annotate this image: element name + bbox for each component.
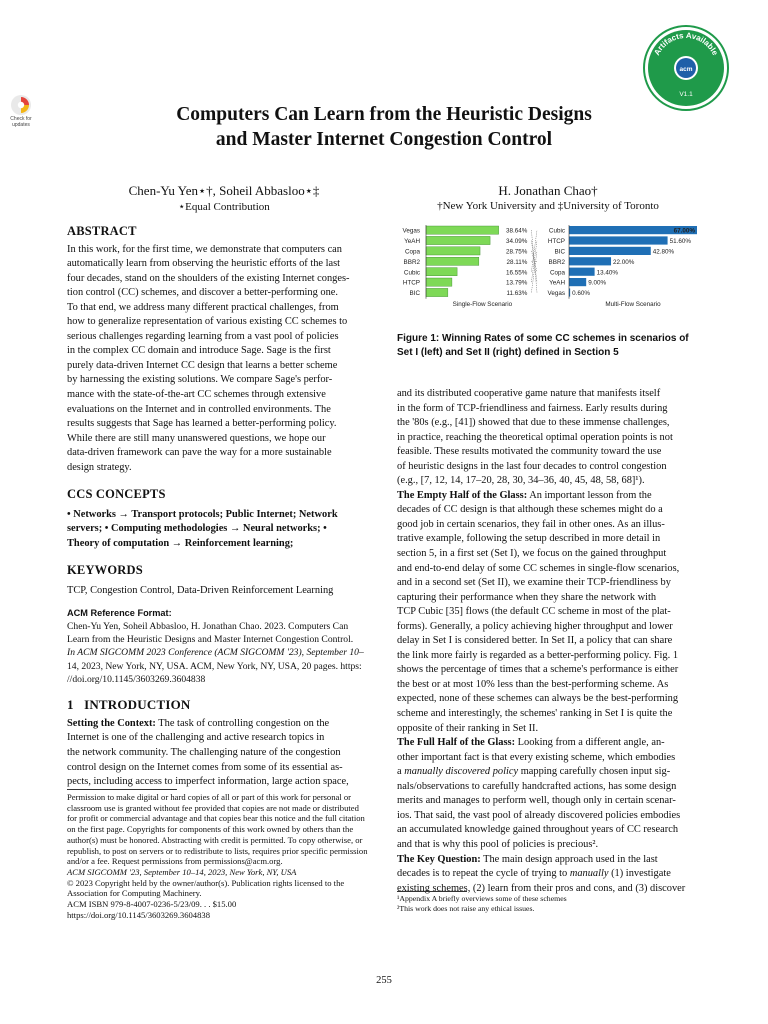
permission-line: Permission to make digital or hard copies of all or part of this work for personal or: [67, 792, 352, 802]
single-flow-data-label: 34.09%: [506, 238, 528, 246]
acm-ref-line-2: Learn from the Heuristic Designs and Master Internet Congestion Control.: [67, 634, 354, 646]
right-p1-line: in practice, reaching the theoretical optimal operation points is not: [397, 431, 673, 443]
acm-ref-line-4: 14, 2023, New York, NY, USA. ACM, New York, NY, USA, 20 pages. https:: [67, 660, 362, 672]
intro-first-line: The task of controlling congestion on the: [155, 717, 330, 729]
single-flow-bar: [426, 236, 490, 244]
full-half-first: Looking from a different angle, an-: [515, 737, 665, 749]
check-updates-line2: updates: [12, 122, 30, 128]
single-flow-bar: [426, 288, 448, 296]
permission-line: on the first page. Copyrights for components of this work owned by others than the: [67, 824, 354, 835]
badge-center-text: acm: [679, 66, 693, 73]
right-p1-line: (e.g., [7, 12, 14, 17–20, 28, 30, 34–36, 40, 45, 48, 58, 68]¹).: [397, 475, 645, 487]
single-flow-title: Single-Flow Scenario: [452, 300, 513, 308]
permission-block: [67, 792, 387, 920]
keywords-heading: KEYWORDS: [67, 563, 143, 578]
footnotes: [397, 894, 702, 913]
multi-flow-bar: [569, 278, 586, 286]
single-flow-bar: [426, 268, 457, 276]
ccs-concepts: [67, 508, 371, 552]
empty-half-line: decades of CC design is that although these schemes might do a: [397, 504, 663, 516]
permission-rule: [67, 789, 177, 790]
full-half-line: an accumulated knowledge gained throughout years of CC research: [397, 824, 679, 836]
right-column: [397, 387, 702, 896]
abstract-line: purely data-driven Internet CC design that learns a better scheme: [67, 359, 338, 371]
abstract-line: While there are still many unanswered questions, we hope our: [67, 432, 326, 444]
empty-half-paragraph: [397, 489, 702, 736]
permission-line: ACM ISBN 979-8-4007-0236-5/23/09. . . $15.00: [67, 899, 237, 910]
key-question-first: The main design approach used in the last: [480, 853, 658, 865]
key-q-l2b: (1) investigate: [608, 868, 671, 880]
empty-half-line: the link more fairly is regarded as a better-performing policy. Fig. 1: [397, 649, 679, 661]
single-flow-bar: [426, 226, 499, 234]
multi-flow-category-label: Vegas: [547, 290, 565, 298]
permission-line: ACM SIGCOMM '23, September 10–14, 2023, New York, NY, USA: [67, 866, 297, 877]
acm-ref-heading: ACM Reference Format:: [67, 607, 172, 618]
full-half-line-2: other important fact is that every existing scheme, which embodies: [397, 751, 676, 763]
single-flow-category-label: HTCP: [402, 279, 420, 287]
multi-flow-data-label: 9.00%: [588, 279, 607, 287]
figure-1-caption: [397, 332, 713, 360]
paper-title: [90, 102, 678, 152]
single-flow-bar: [426, 278, 452, 286]
single-flow-category-label: BIC: [409, 290, 420, 298]
authors-left: [64, 183, 384, 213]
multi-flow-category-label: BBR2: [548, 258, 565, 266]
permission-line: author(s) must be honored. Abstracting with credit is permitted. To copy otherwise, or: [67, 834, 363, 845]
single-flow-data-label: 28.75%: [506, 248, 528, 256]
abstract-line: automatically learn from observing the heuristic efforts of the last: [67, 258, 341, 270]
check-for-updates-link[interactable]: [5, 94, 37, 128]
abstract-line: data-driven framework can pave the way for a more sustainable: [67, 447, 332, 459]
full-half-paragraph: [397, 736, 702, 852]
intro-paragraph: [67, 717, 371, 790]
intro-heading-text: INTRODUCTION: [84, 697, 191, 713]
empty-half-line: delay in Set I is considered better. In Set II, a policy that can share: [397, 635, 673, 647]
empty-half-line: expected, none of these schemes can always be the best-performing: [397, 693, 679, 705]
equal-contribution-note: ⋆Equal Contribution: [178, 201, 270, 213]
multi-flow-data-label: 13.40%: [596, 269, 618, 277]
empty-half-line: shows the percentage of times that a scheme's performance is either: [397, 664, 679, 676]
multi-flow-bar: [569, 247, 651, 255]
acm-reference: [67, 607, 371, 687]
full-half-line: nals/observations to carefully handcrafted actions, has some design: [397, 780, 677, 792]
empty-half-line: section 5, in a first set (Set I), we focus on the gained throughput: [397, 548, 667, 560]
abstract-line: how to generalize representation of various existing CC schemes to: [67, 316, 348, 328]
key-question-line-3: existing schemes, (2) learn from their pros and cons, and (3) discover: [397, 882, 686, 894]
intro-runin: Setting the Context:: [67, 717, 156, 729]
check-updates-icon: [10, 94, 32, 116]
single-flow-data-label: 13.79%: [506, 279, 528, 287]
permission-line: classroom use is granted without fee provided that copies are not made or distributed: [67, 802, 359, 813]
permission-line: republish, to post on servers or to redistribute to lists, requires prior specific permission: [67, 845, 368, 856]
abstract-line: mance with the state-of-the-art CC schemes through extensive: [67, 389, 326, 401]
multi-flow-bar: [569, 268, 595, 276]
abstract-line: results suggests that Sage has learned a better-performing policy.: [67, 418, 337, 430]
permission-line: Association for Computing Machinery.: [67, 888, 202, 899]
right-p1-line: feasible. These results motivated the community toward the use: [397, 446, 662, 458]
multi-flow-data-label: 22.00%: [613, 258, 635, 266]
key-question-runin: The Key Question:: [397, 853, 481, 865]
intro-line: control design on the Internet comes from some of its essential as-: [67, 761, 343, 773]
badge-bottom-text: V1.1: [679, 91, 693, 98]
full-half-l3a: a: [397, 766, 405, 778]
multi-flow-category-label: Cubic: [548, 227, 565, 235]
ccs-line-2: servers; • Computing methodologies → Neural networks; •: [67, 523, 327, 535]
abstract-line: by harnessing the existing solutions. We compare Sage's perfor-: [67, 374, 333, 386]
keywords-text: TCP, Congestion Control, Data-Driven Reinforcement Learning: [67, 585, 334, 597]
badge-top-text: Artifacts Available: [652, 30, 720, 57]
intro-heading-number: 1: [67, 697, 74, 713]
ccs-heading: CCS CONCEPTS: [67, 487, 166, 502]
ccs-line-3: Theory of computation → Reinforcement learning;: [67, 537, 294, 549]
multi-flow-category-label: YeAH: [549, 279, 565, 287]
intro-heading: [67, 698, 371, 713]
empty-half-line: trative example, following the setup described in more detail in: [397, 533, 661, 545]
artifacts-available-badge: [642, 24, 730, 112]
single-flow-category-label: Vegas: [402, 227, 420, 235]
single-flow-data-label: 16.55%: [506, 269, 528, 277]
single-flow-data-label: 11.63%: [506, 290, 528, 298]
multi-flow-title: Multi-Flow Scenario: [605, 300, 661, 308]
multi-flow-data-label: 67.00%: [673, 227, 695, 235]
full-half-line: ios. That said, the vast pool of already discovered policies embodies: [397, 809, 681, 821]
right-p1-line: the '80s (e.g., [41]) showed that due to these immense challenges,: [397, 417, 670, 429]
abstract-line: tion control (CC) schemes, and discover a better-performing one.: [67, 287, 339, 299]
abstract-line: To that end, we address many different practical challenges, from: [67, 301, 339, 313]
acm-ref-line-1: Chen-Yu Yen, Soheil Abbasloo, H. Jonathan Chao. 2023. Computers Can: [67, 620, 349, 632]
affiliations: †New York University and ‡University of Toronto: [437, 200, 659, 212]
author-names-right: H. Jonathan Chao†: [498, 183, 598, 198]
single-flow-data-label: 28.11%: [506, 258, 528, 266]
single-flow-category-label: Cubic: [403, 269, 420, 277]
multi-flow-category-label: Copa: [549, 269, 565, 277]
footnote-rule: [397, 891, 467, 892]
page-number: 255: [376, 975, 392, 986]
single-flow-bar: [426, 247, 480, 255]
multi-flow-bar: [569, 257, 611, 265]
right-paragraph-1: [397, 387, 702, 489]
footnote-1: ¹Appendix A briefly overviews some of these schemes: [397, 894, 567, 903]
empty-half-line: capturing their performance when they share the network with: [397, 591, 657, 603]
figure-1-chart: [394, 222, 710, 322]
permission-line: and/or a fee. Request permissions from permissions@acm.org.: [67, 856, 283, 867]
authors-right: [388, 183, 708, 212]
empty-half-line: good job in certain scenarios, they fail in other ones. As an illus-: [397, 518, 665, 530]
empty-half-line: the best or at most 10% less than the best-performing scheme. As: [397, 678, 669, 690]
single-flow-data-label: 38.64%: [506, 227, 528, 235]
empty-half-first: An important lesson from the: [527, 489, 652, 501]
abstract-line: four decades, stand on the shoulders of the existing Internet conges-: [67, 272, 350, 284]
full-half-line: and that is why this pool of policies is precious².: [397, 838, 599, 850]
empty-half-line: forms). Generally, a policy achieving higher throughput and lower: [397, 620, 673, 632]
multi-flow-bar: [569, 236, 668, 244]
single-flow-bar: [426, 257, 479, 265]
permission-line: https://doi.org/10.1145/3603269.3604838: [67, 909, 210, 920]
multi-flow-category-label: HTCP: [547, 238, 565, 246]
permission-line: for profit or commercial advantage and that copies bear this notice and the full citation: [67, 813, 365, 824]
scheme-connector-line: [531, 251, 537, 293]
abstract-heading: ABSTRACT: [67, 224, 137, 238]
acm-ref-doi-link[interactable]: //doi.org/10.1145/3603269.3604838: [67, 674, 206, 686]
left-column: [67, 224, 371, 790]
intro-line: pects, including access to imperfect information, large action space,: [67, 776, 349, 788]
empty-half-line: opposite of their ranking in Set II.: [397, 722, 539, 734]
right-p1-line: of heuristic designs in the last four decades to control congestion: [397, 460, 667, 472]
empty-half-line: scheme and interestingly, the schemes' ranking in Set I is quite the: [397, 708, 673, 720]
acm-ref-line-3: In ACM SIGCOMM 2023 Conference (ACM SIGCOMM '23), September 10–: [67, 647, 364, 659]
scheme-connector-line: [531, 230, 537, 272]
abstract-line: design strategy.: [67, 461, 132, 473]
footnote-2: ²This work does not raise any ethical issues.: [397, 903, 535, 913]
empty-half-line: TCP Cubic [35] flows (the default CC scheme in most of the plat-: [397, 606, 671, 618]
title-line-1: Computers Can Learn from the Heuristic Designs: [176, 104, 592, 125]
full-half-l3-em: manually discovered policy: [404, 766, 519, 778]
abstract-line: evaluations on the Internet and in controlled environments. The: [67, 403, 331, 415]
title-line-2: and Master Internet Congestion Control: [215, 129, 553, 150]
multi-flow-data-label: 42.80%: [652, 248, 675, 256]
right-p1-line: in the form of TCP-friendliness and fairness. Early results during: [397, 402, 668, 414]
author-names-left: Chen-Yu Yen⋆†, Soheil Abbasloo⋆‡: [128, 183, 320, 198]
key-question-paragraph: [397, 853, 702, 897]
caption-line-1: Figure 1: Winning Rates of some CC schemes in scenarios of: [397, 333, 689, 344]
intro-line: the network community. The challenging nature of the congestion: [67, 747, 341, 758]
multi-flow-category-label: BIC: [554, 248, 565, 256]
key-q-l2-em: manually: [569, 868, 609, 880]
key-q-l2a: decades is to repeat the cycle of trying to: [397, 868, 570, 880]
empty-half-line: and in a second set (Set II), we examine their TCP-friendliness by: [397, 577, 671, 589]
abstract-line: in the complex CC domain and introduce Sage. Sage is the first: [67, 345, 331, 357]
permission-line: © 2023 Copyright held by the owner/author(s). Publication rights licensed to the: [67, 877, 345, 888]
abstract-body: [67, 243, 371, 476]
empty-half-runin: The Empty Half of the Glass:: [397, 489, 528, 501]
full-half-l3b: mapping carefully chosen input sig-: [518, 766, 671, 778]
single-flow-category-label: YeAH: [404, 238, 420, 246]
abstract-line: In this work, for the first time, we demonstrate that computers can: [67, 243, 342, 255]
single-flow-category-label: Copa: [404, 248, 420, 256]
abstract-line: serious challenges regarding learning from a vast pool of policies: [67, 330, 339, 342]
full-half-line: merits and manages to perform well, though only in certain scenar-: [397, 795, 676, 807]
multi-flow-data-label: 51.60%: [669, 238, 691, 246]
intro-line: Internet is one of the challenging and active research topics in: [67, 732, 325, 744]
caption-line-2: Set I (left) and Set II (right) defined in Section 5: [397, 347, 619, 358]
multi-flow-data-label: 0.60%: [572, 290, 591, 298]
empty-half-line: and end-to-end delay of some CC schemes in single-flow scenarios,: [397, 562, 680, 574]
right-p1-line: and its distributed cooperative game nature that manifests itself: [397, 388, 661, 399]
full-half-runin: The Full Half of the Glass:: [397, 737, 516, 749]
check-updates-line1: Check for: [10, 116, 32, 122]
single-flow-category-label: BBR2: [403, 258, 420, 266]
ccs-line-1: • Networks → Transport protocols; Public Internet; Network: [67, 508, 338, 520]
